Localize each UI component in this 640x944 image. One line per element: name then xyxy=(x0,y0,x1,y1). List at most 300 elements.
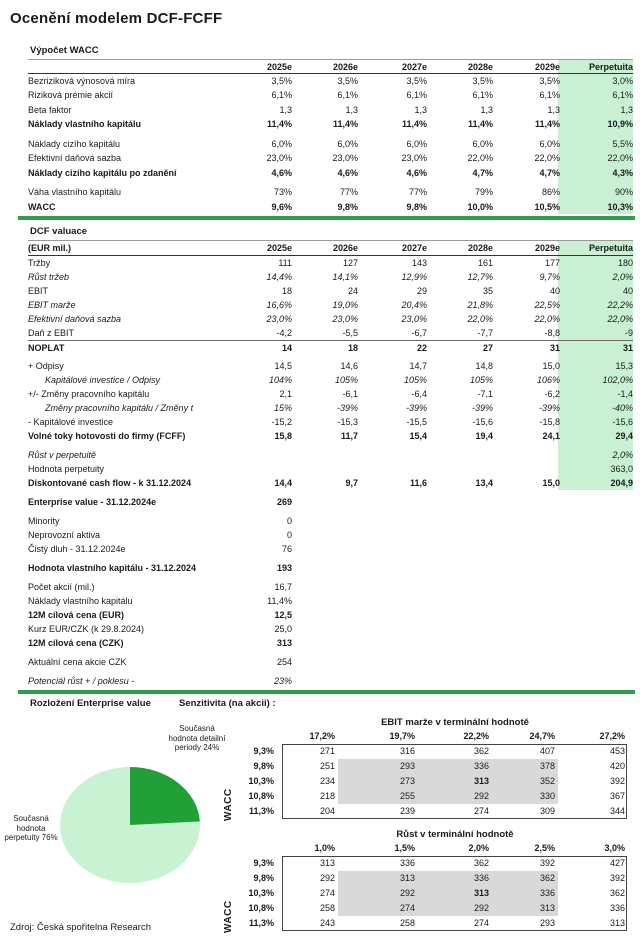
wacc-row-header: 9,8% xyxy=(253,873,274,883)
row-value: 15,3 xyxy=(615,361,633,371)
row-value: 3,5% xyxy=(271,75,292,86)
wacc-row-header: 10,3% xyxy=(248,888,274,898)
row-value: 22,0% xyxy=(467,153,493,163)
row-value: 9,8% xyxy=(337,201,358,212)
row-value: -15,6 xyxy=(612,417,633,427)
row-value xyxy=(292,594,358,608)
row-value: 14,1% xyxy=(332,272,358,282)
row-value: 6,0% xyxy=(271,138,292,149)
row-value xyxy=(358,594,427,608)
sensitivity-value: 336 xyxy=(609,903,625,913)
row-value: 22,0% xyxy=(467,314,493,324)
row-value: 11,4% xyxy=(467,119,493,129)
row-value xyxy=(427,462,493,476)
row-value: Perpetuita xyxy=(588,62,633,72)
row-value: 2,1 xyxy=(279,389,292,399)
row-label: Daň z EBIT xyxy=(28,328,75,338)
sensitivity-value: 336 xyxy=(418,871,492,886)
row-value: 29 xyxy=(416,286,427,296)
row-value xyxy=(560,561,633,575)
row-value: 6,1% xyxy=(271,90,292,100)
row-value: 22,0% xyxy=(607,314,633,324)
row-value xyxy=(358,542,427,556)
row-value: 6,1% xyxy=(472,90,493,100)
sensitivity-value: 392 xyxy=(609,873,625,883)
row-value xyxy=(358,561,427,575)
row-value: 24,1 xyxy=(542,431,560,441)
row-value xyxy=(358,608,427,622)
sensitivity-value: 316 xyxy=(399,746,415,756)
row-value xyxy=(358,636,427,650)
row-value: 1,3 xyxy=(620,104,633,115)
row-value: 21,8% xyxy=(467,300,493,310)
summary-row xyxy=(28,674,633,688)
row-value: 2025e xyxy=(266,62,292,72)
sensitivity-value: 313 xyxy=(418,886,492,901)
row-label: Neprovozní aktiva xyxy=(28,530,101,540)
wacc-section-heading: Výpočet WACC xyxy=(30,45,99,56)
sensitivity-value: 362 xyxy=(473,858,489,868)
row-value: -6,1 xyxy=(342,389,358,399)
row-value xyxy=(560,542,633,556)
row-value: 19,4 xyxy=(475,431,493,441)
row-value: 15,4 xyxy=(409,431,427,441)
row-value xyxy=(493,655,560,669)
row-value xyxy=(493,514,560,528)
row-value: 14,5 xyxy=(274,361,292,371)
row-value: 22,0% xyxy=(534,153,560,163)
row-value: 102,0% xyxy=(602,375,633,385)
row-value: -6,4 xyxy=(411,389,427,399)
sensitivity-value: 292 xyxy=(418,789,492,804)
column-header: 3,0% xyxy=(604,843,625,853)
table-row xyxy=(28,270,633,284)
row-value xyxy=(493,495,560,509)
row-value: -39% xyxy=(471,403,493,413)
sensitivity-value: 274 xyxy=(473,918,489,928)
row-value: -15,3 xyxy=(337,417,358,427)
row-value xyxy=(292,495,358,509)
row-value: 105% xyxy=(469,375,493,385)
row-value: 3,5% xyxy=(337,75,358,86)
row-value xyxy=(292,608,358,622)
row-value: 77% xyxy=(408,187,427,197)
sensitivity-value: 292 xyxy=(319,873,335,883)
section-divider-bar xyxy=(18,690,635,694)
row-value: -8,8 xyxy=(544,328,560,338)
table-row xyxy=(28,137,633,152)
sensitivity-value: 292 xyxy=(418,901,492,916)
row-value: 9,7 xyxy=(345,478,358,488)
row-value xyxy=(493,580,560,594)
row-value xyxy=(292,674,358,688)
row-value: 4,6% xyxy=(337,167,358,178)
corner-cell xyxy=(240,841,282,856)
row-label: Náklady vlastního kapitálu xyxy=(28,596,133,606)
row-value: -39% xyxy=(336,403,358,413)
row-value: 1,3 xyxy=(345,104,358,115)
row-label: Růst v perpetuitě xyxy=(28,450,97,460)
table-row xyxy=(28,200,633,215)
row-value xyxy=(292,462,358,476)
row-label: +/- Změny pracovního kapitálu xyxy=(28,389,150,399)
row-value: 269 xyxy=(276,497,292,507)
sensitivity-value: 378 xyxy=(492,759,558,774)
row-value: 10,9% xyxy=(607,119,633,129)
sensitivity-value: 352 xyxy=(492,774,558,789)
summary-row xyxy=(28,594,633,608)
row-value xyxy=(560,528,633,542)
column-header: 27,2% xyxy=(599,731,625,741)
row-value xyxy=(358,580,427,594)
row-value: 2028e xyxy=(467,62,493,72)
sensitivity-value: 392 xyxy=(609,776,625,786)
row-value: Perpetuita xyxy=(588,243,633,253)
row-value: 5,5% xyxy=(612,138,633,149)
row-value: -1,4 xyxy=(617,389,633,399)
table-row xyxy=(28,185,633,200)
row-value: 105% xyxy=(403,375,427,385)
row-value xyxy=(560,580,633,594)
row-value: 4,3% xyxy=(612,167,633,178)
row-value: 313 xyxy=(276,638,292,648)
sensitivity-value: 336 xyxy=(399,858,415,868)
row-label: Efektivní daňová sazba xyxy=(28,314,122,324)
row-value xyxy=(358,462,427,476)
table-row xyxy=(28,312,633,326)
row-value xyxy=(427,561,493,575)
row-value xyxy=(560,514,633,528)
row-label: Počet akcií (mil.) xyxy=(28,582,95,592)
row-value: 22,0% xyxy=(534,314,560,324)
wacc-row-header: 10,3% xyxy=(248,776,274,786)
row-value: 15% xyxy=(273,403,292,413)
column-header: 1,0% xyxy=(314,843,335,853)
row-value: 25,0 xyxy=(274,624,292,634)
row-value xyxy=(493,542,560,556)
row-value: 23,0% xyxy=(332,153,358,163)
row-value: 19,0% xyxy=(332,300,358,310)
row-value: -6,7 xyxy=(411,328,427,338)
row-value: 6,0% xyxy=(472,138,493,149)
row-value: 86% xyxy=(541,187,560,197)
row-value xyxy=(358,622,427,636)
row-value: 2027e xyxy=(401,62,427,72)
row-value xyxy=(560,636,633,650)
row-value: 11,4% xyxy=(332,119,358,129)
row-value xyxy=(358,528,427,542)
row-value xyxy=(358,514,427,528)
summary-row xyxy=(28,608,633,622)
row-value: 6,1% xyxy=(612,90,633,100)
row-value: 9,7% xyxy=(539,272,560,282)
row-value: -15,6 xyxy=(472,417,493,427)
row-value xyxy=(292,561,358,575)
row-value: 77% xyxy=(339,187,358,197)
sensitivity-value: 336 xyxy=(492,886,558,901)
row-value: 2,0% xyxy=(612,450,633,460)
row-value: -15,2 xyxy=(271,417,292,427)
row-value: -5,5 xyxy=(342,328,358,338)
row-value: 2028e xyxy=(467,243,493,253)
table-row xyxy=(28,326,633,340)
row-value: 4,6% xyxy=(271,167,292,178)
sensitivity-value: 407 xyxy=(539,746,555,756)
row-value: 11,7 xyxy=(340,431,358,441)
row-value: -15,5 xyxy=(406,417,427,427)
summary-row xyxy=(28,528,633,542)
sensitivity-value: 313 xyxy=(609,918,625,928)
row-value: 18 xyxy=(347,343,358,353)
table-row xyxy=(28,373,633,387)
row-value: 23,0% xyxy=(332,314,358,324)
sensitivity-table-title: Růst v terminální hodnotě xyxy=(396,829,514,840)
row-value: 11,4% xyxy=(267,596,292,606)
row-value xyxy=(358,448,427,462)
sensitivity-value: 274 xyxy=(338,901,418,916)
row-label: Změny pracovního kapitálu / Změny t xyxy=(45,403,194,413)
row-value xyxy=(560,655,633,669)
row-value: 104% xyxy=(268,375,292,385)
row-value: 2029e xyxy=(534,243,560,253)
table-row xyxy=(28,448,633,462)
row-value: 0 xyxy=(286,516,292,526)
table-row xyxy=(28,401,633,415)
table-row xyxy=(28,284,633,298)
row-value: -40% xyxy=(611,403,633,413)
summary-row xyxy=(28,514,633,528)
dcf-summary-rows xyxy=(28,495,633,688)
sensitivity-value: 251 xyxy=(319,761,335,771)
row-value: 24 xyxy=(347,286,358,296)
sensitivity-value: 274 xyxy=(473,806,489,816)
row-value: -4,2 xyxy=(276,328,292,338)
row-value: 10,5% xyxy=(534,201,560,212)
sensitivity-value: 367 xyxy=(609,791,625,801)
row-value: 11,4% xyxy=(401,119,427,129)
row-value xyxy=(427,514,493,528)
row-value: 127 xyxy=(342,258,358,268)
sensitivity-value: 344 xyxy=(609,806,625,816)
row-value: 193 xyxy=(276,563,292,573)
wacc-row-header: 10,8% xyxy=(248,903,274,913)
row-value xyxy=(560,608,633,622)
report-page xyxy=(0,10,640,933)
column-header: 24,7% xyxy=(529,731,555,741)
table-row xyxy=(28,476,633,490)
table-row xyxy=(28,74,633,89)
wacc-axis-label: WACC xyxy=(223,788,234,821)
row-value: 22,2% xyxy=(607,300,633,310)
row-label: Váha vlastního kapitálu xyxy=(28,187,122,197)
row-label: Hodnota vlastního kapitálu - 31.12.2024 xyxy=(28,563,197,573)
sensitivity-value: 234 xyxy=(319,776,335,786)
row-value xyxy=(292,655,358,669)
sensitivity-value: 309 xyxy=(539,806,555,816)
table-row xyxy=(28,117,633,132)
row-value: 204,9 xyxy=(610,478,633,488)
row-value xyxy=(427,674,493,688)
row-value: 6,1% xyxy=(337,90,358,100)
sensitivity-table-title: EBIT marže v terminální hodnotě xyxy=(381,717,529,728)
row-value xyxy=(560,594,633,608)
row-value: 12,5 xyxy=(274,610,292,620)
sensitivity-value: 204 xyxy=(319,806,335,816)
row-value: 35 xyxy=(482,286,493,296)
sensitivity-tables xyxy=(222,716,628,931)
row-value: 11,6 xyxy=(409,478,427,488)
row-label: 12M cílová cena (CZK) xyxy=(28,638,124,648)
wacc-row-header: 9,8% xyxy=(253,761,274,771)
row-label: (EUR mil.) xyxy=(28,243,72,253)
row-value xyxy=(292,542,358,556)
row-value: 4,7% xyxy=(472,167,493,178)
row-value: 20,4% xyxy=(401,300,427,310)
row-value: 0 xyxy=(286,530,292,540)
sensitivity-value: 273 xyxy=(338,774,418,789)
row-value: 363,0 xyxy=(610,464,633,474)
row-value: 2026e xyxy=(332,62,358,72)
sensitivity-value: 313 xyxy=(492,901,558,916)
row-value: 23,0% xyxy=(266,314,292,324)
row-value: 76 xyxy=(281,544,292,554)
dcf-table-rows xyxy=(28,240,633,490)
row-label: Hodnota perpetuity xyxy=(28,464,105,474)
row-value xyxy=(292,580,358,594)
sensitivity-value: 427 xyxy=(609,858,625,868)
row-label: Náklady vlastního kapitálu xyxy=(28,119,142,129)
column-header: 22,2% xyxy=(463,731,489,741)
table-row xyxy=(28,387,633,401)
row-value: -7,1 xyxy=(477,389,493,399)
table-row xyxy=(28,88,633,103)
row-value: 180 xyxy=(617,258,633,268)
row-value: 6,0% xyxy=(406,138,427,149)
row-label: NOPLAT xyxy=(28,343,65,353)
row-label: - Kapitálové investice xyxy=(28,417,114,427)
row-label: Tržby xyxy=(28,258,51,268)
row-value: 2029e xyxy=(534,62,560,72)
sensitivity-value: 255 xyxy=(338,789,418,804)
row-label xyxy=(28,60,226,75)
row-value: 254 xyxy=(276,657,292,667)
column-header: 2,5% xyxy=(534,843,555,853)
row-value xyxy=(292,448,358,462)
row-value xyxy=(560,674,633,688)
row-value: 14,8 xyxy=(475,361,493,371)
row-value: 9,6% xyxy=(271,201,292,212)
column-header-row xyxy=(28,59,633,74)
row-value xyxy=(427,495,493,509)
row-label: Volné toky hotovosti do firmy (FCFF) xyxy=(28,431,186,441)
table-row xyxy=(28,359,633,373)
row-value: 16,7 xyxy=(274,582,292,592)
column-header-row xyxy=(28,240,633,256)
sensitivity-grid xyxy=(240,729,628,819)
sensitivity-value: 420 xyxy=(609,761,625,771)
sensitivity-value: 292 xyxy=(338,886,418,901)
row-value: -7,7 xyxy=(477,328,493,338)
sensitivity-value: 362 xyxy=(609,888,625,898)
sensitivity-value: 453 xyxy=(609,746,625,756)
wacc-axis-label: WACC xyxy=(223,900,234,933)
corner-cell xyxy=(240,729,282,744)
table-row xyxy=(28,103,633,118)
sensitivity-value: 239 xyxy=(399,806,415,816)
row-label: EBIT marže xyxy=(28,300,76,310)
row-value: 1,3 xyxy=(414,104,427,115)
row-value xyxy=(226,448,292,462)
row-value: 79% xyxy=(474,187,493,197)
sensitivity-value: 313 xyxy=(319,858,335,868)
row-value: 27 xyxy=(482,343,493,353)
row-label: Beta faktor xyxy=(28,104,72,115)
table-row xyxy=(28,340,633,354)
row-value xyxy=(493,674,560,688)
row-value xyxy=(427,636,493,650)
wacc-row-header: 9,3% xyxy=(253,858,274,868)
row-value: 23,0% xyxy=(401,314,427,324)
row-label: 12M cílová cena (EUR) xyxy=(28,610,125,620)
row-value: 10,0% xyxy=(467,201,493,212)
section-divider-bar xyxy=(18,216,635,220)
row-value: 4,6% xyxy=(406,167,427,178)
pie-slice-detail-period xyxy=(130,767,200,825)
row-value xyxy=(358,495,427,509)
row-value: 14 xyxy=(281,343,292,353)
sensitivity-value: 330 xyxy=(492,789,558,804)
sensitivity-value: 336 xyxy=(418,759,492,774)
row-value: 15,8 xyxy=(274,431,292,441)
row-value: 22,0% xyxy=(607,153,633,163)
row-value: 3,5% xyxy=(406,75,427,86)
sensitivity-table-1 xyxy=(222,716,628,819)
row-value: 1,3 xyxy=(279,104,292,115)
sensitivity-value: 258 xyxy=(319,903,335,913)
row-value: 1,3 xyxy=(547,104,560,115)
column-header: 17,2% xyxy=(309,731,335,741)
sensitivity-value: 313 xyxy=(338,871,418,886)
row-value xyxy=(493,561,560,575)
row-value: 23,0% xyxy=(401,153,427,163)
row-value: 6,1% xyxy=(539,90,560,100)
row-value xyxy=(358,674,427,688)
row-value xyxy=(358,655,427,669)
sensitivity-value: 243 xyxy=(319,918,335,928)
pie-label-detail-period: Současná hodnota detailní periody 24% xyxy=(168,724,226,752)
row-value: 2,0% xyxy=(612,272,633,282)
row-label: EBIT xyxy=(28,286,49,296)
table-row xyxy=(28,256,633,270)
row-value: 15,0 xyxy=(542,478,560,488)
table-row xyxy=(28,298,633,312)
row-value xyxy=(427,594,493,608)
row-value: 161 xyxy=(477,258,493,268)
row-value: -9 xyxy=(624,328,633,338)
sensitivity-value: 293 xyxy=(539,918,555,928)
sensitivity-value: 274 xyxy=(319,888,335,898)
table-row xyxy=(28,415,633,429)
row-value: 14,7 xyxy=(409,361,427,371)
wacc-row-header: 11,3% xyxy=(248,806,274,816)
table-row xyxy=(28,166,633,181)
row-value xyxy=(427,448,493,462)
row-value: -6,2 xyxy=(544,389,560,399)
row-value xyxy=(493,448,560,462)
row-label: Kurz EUR/CZK (k 29.8.2024) xyxy=(28,624,145,634)
row-value: 22,5% xyxy=(534,300,560,310)
row-value: 9,8% xyxy=(406,201,427,212)
